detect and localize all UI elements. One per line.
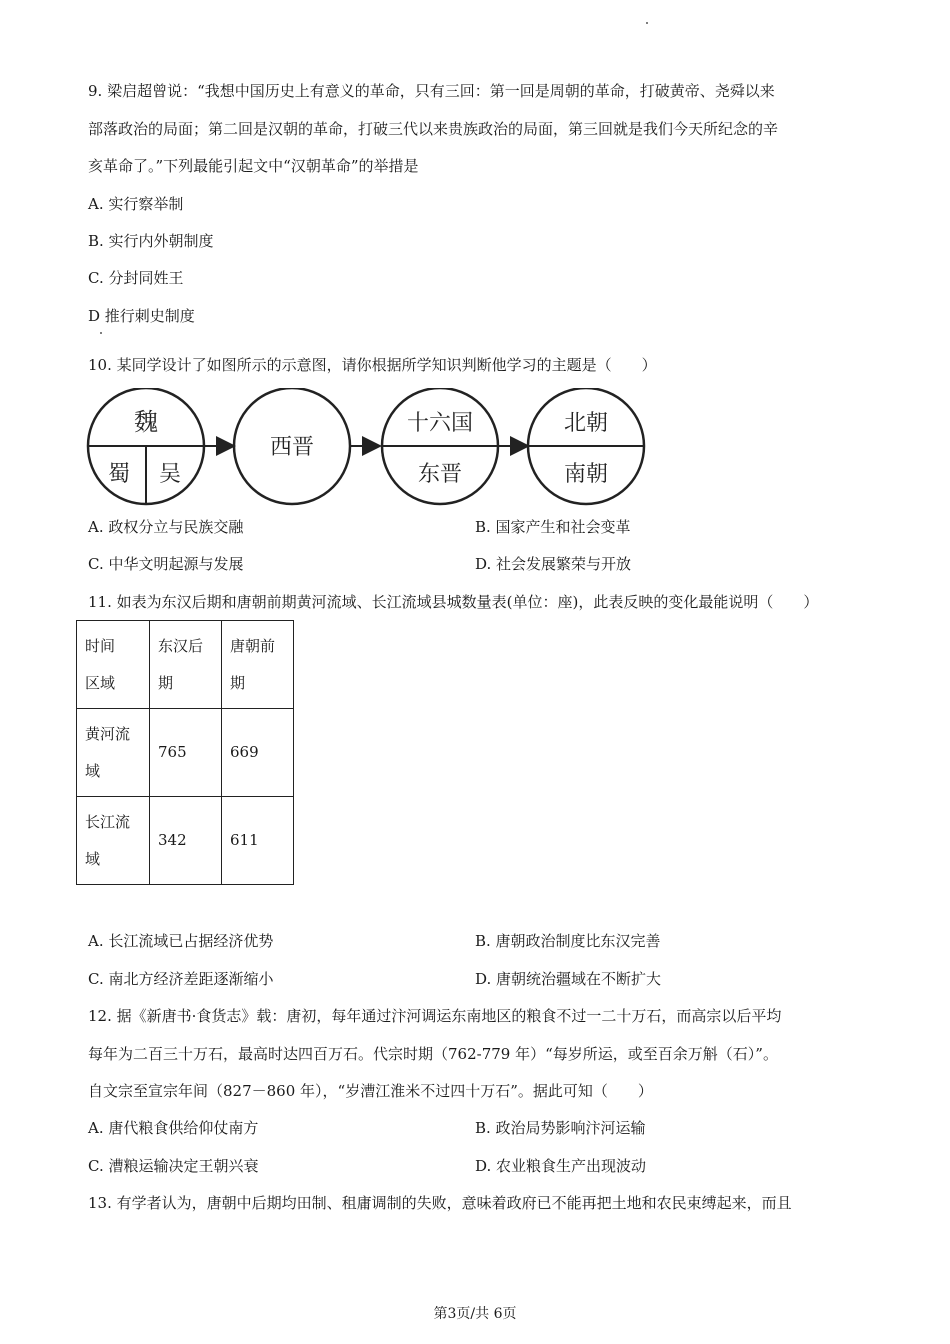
page-footer: 第3页/共 6页: [433, 1306, 517, 1322]
circle-northern-southern: [528, 388, 644, 504]
label-xijin: 西晋: [269, 435, 315, 460]
circle-sixteen-kingdoms-eastern-jin: [382, 388, 498, 504]
q10-option-d: D. 社会发展繁荣与开放: [475, 555, 632, 573]
table-row: [77, 797, 294, 885]
stray-dot: [100, 332, 102, 334]
label-sixteen-kingdoms: 十六国: [406, 411, 474, 436]
table-corner-cell: 时间 区域: [77, 621, 150, 709]
q10-option-a: A. 政权分立与民族交融: [88, 518, 244, 536]
header-early-tang: 唐朝前 期: [222, 621, 294, 709]
q9-option-b: B. 实行内外朝制度: [88, 232, 214, 250]
q12-option-c: C. 漕粮运输决定王朝兴衰: [88, 1157, 259, 1175]
q9-line-3: 亥革命了。”下列最能引起文中“汉朝革命”的举措是: [88, 157, 419, 175]
corner-mark: [646, 22, 648, 24]
q9-option-c: C. 分封同姓王: [88, 269, 184, 287]
label-wei: 魏: [134, 408, 158, 436]
q9-option-a: A. 实行察举制: [88, 195, 184, 213]
circle-western-jin: [234, 388, 350, 504]
q11-option-c: C. 南北方经济差距逐渐缩小: [88, 970, 274, 988]
label-wu: 吴: [158, 462, 182, 487]
circle-wei-shu-wu: [88, 388, 204, 504]
q12-line-1: 12. 据《新唐书·食货志》载：唐初，每年通过汴河调运东南地区的粮食不过一二十万石，而高宗以后平均: [88, 1007, 782, 1025]
dynasty-flow-diagram: [84, 388, 654, 510]
q11-stem: 11. 如表为东汉后期和唐朝前期黄河流域、长江流域县城数量表(单位：座)，此表反映的变化最能说明（ ）: [88, 593, 819, 611]
q12-line-3: 自文宗至宣宗年间（827－860 年），“岁漕江淮米不过四十万石”。据此可知（ ）: [88, 1082, 653, 1100]
q9-option-d: D 推行刺史制度: [88, 307, 195, 325]
label-nanchao: 南朝: [563, 462, 609, 487]
q11-option-b: B. 唐朝政治制度比东汉完善: [475, 932, 661, 950]
q12-option-b: B. 政治局势影响汴河运输: [475, 1119, 646, 1137]
header-eastern-han: 东汉后 期: [150, 621, 222, 709]
table-cell: 611: [222, 797, 294, 885]
q12-option-d: D. 农业粮食生产出现波动: [475, 1157, 647, 1175]
q13-line-1: 13. 有学者认为，唐朝中后期均田制、租庸调制的失败，意味着政府已不能再把土地和农民束缚起来，而且: [88, 1194, 792, 1212]
q10-option-c: C. 中华文明起源与发展: [88, 555, 244, 573]
q10-option-b: B. 国家产生和社会变革: [475, 518, 631, 536]
q9-line-1: 9. 梁启超曾说：“我想中国历史上有意义的革命，只有三回：第一回是周朝的革命，打破黄帝、尧舜以来: [88, 82, 775, 100]
county-count-table: [76, 620, 294, 885]
table-cell: 765: [150, 709, 222, 797]
q11-option-d: D. 唐朝统治疆域在不断扩大: [475, 970, 662, 988]
region-yellow-river: 黄河流 域: [77, 709, 150, 797]
label-shu: 蜀: [107, 462, 131, 487]
label-dongjin: 东晋: [417, 462, 463, 487]
q12-option-a: A. 唐代粮食供给仰仗南方: [88, 1119, 259, 1137]
region-yangtze-river: 长江流 域: [77, 797, 150, 885]
q9-line-2: 部落政治的局面；第二回是汉朝的革命，打破三代以来贵族政治的局面，第三回就是我们今天所纪念的辛: [88, 120, 779, 138]
label-beichao: 北朝: [563, 411, 609, 436]
table-row: [77, 709, 294, 797]
q11-option-a: A. 长江流域已占据经济优势: [88, 932, 274, 950]
q12-line-2: 每年为二百三十万石，最高时达四百万石。代宗时期（762-779 年）“每岁所运，或至百余万斛（石）”。: [88, 1045, 778, 1063]
q10-stem: 10. 某同学设计了如图所示的示意图，请你根据所学知识判断他学习的主题是（ ）: [88, 356, 657, 374]
table-cell: 342: [150, 797, 222, 885]
table-cell: 669: [222, 709, 294, 797]
